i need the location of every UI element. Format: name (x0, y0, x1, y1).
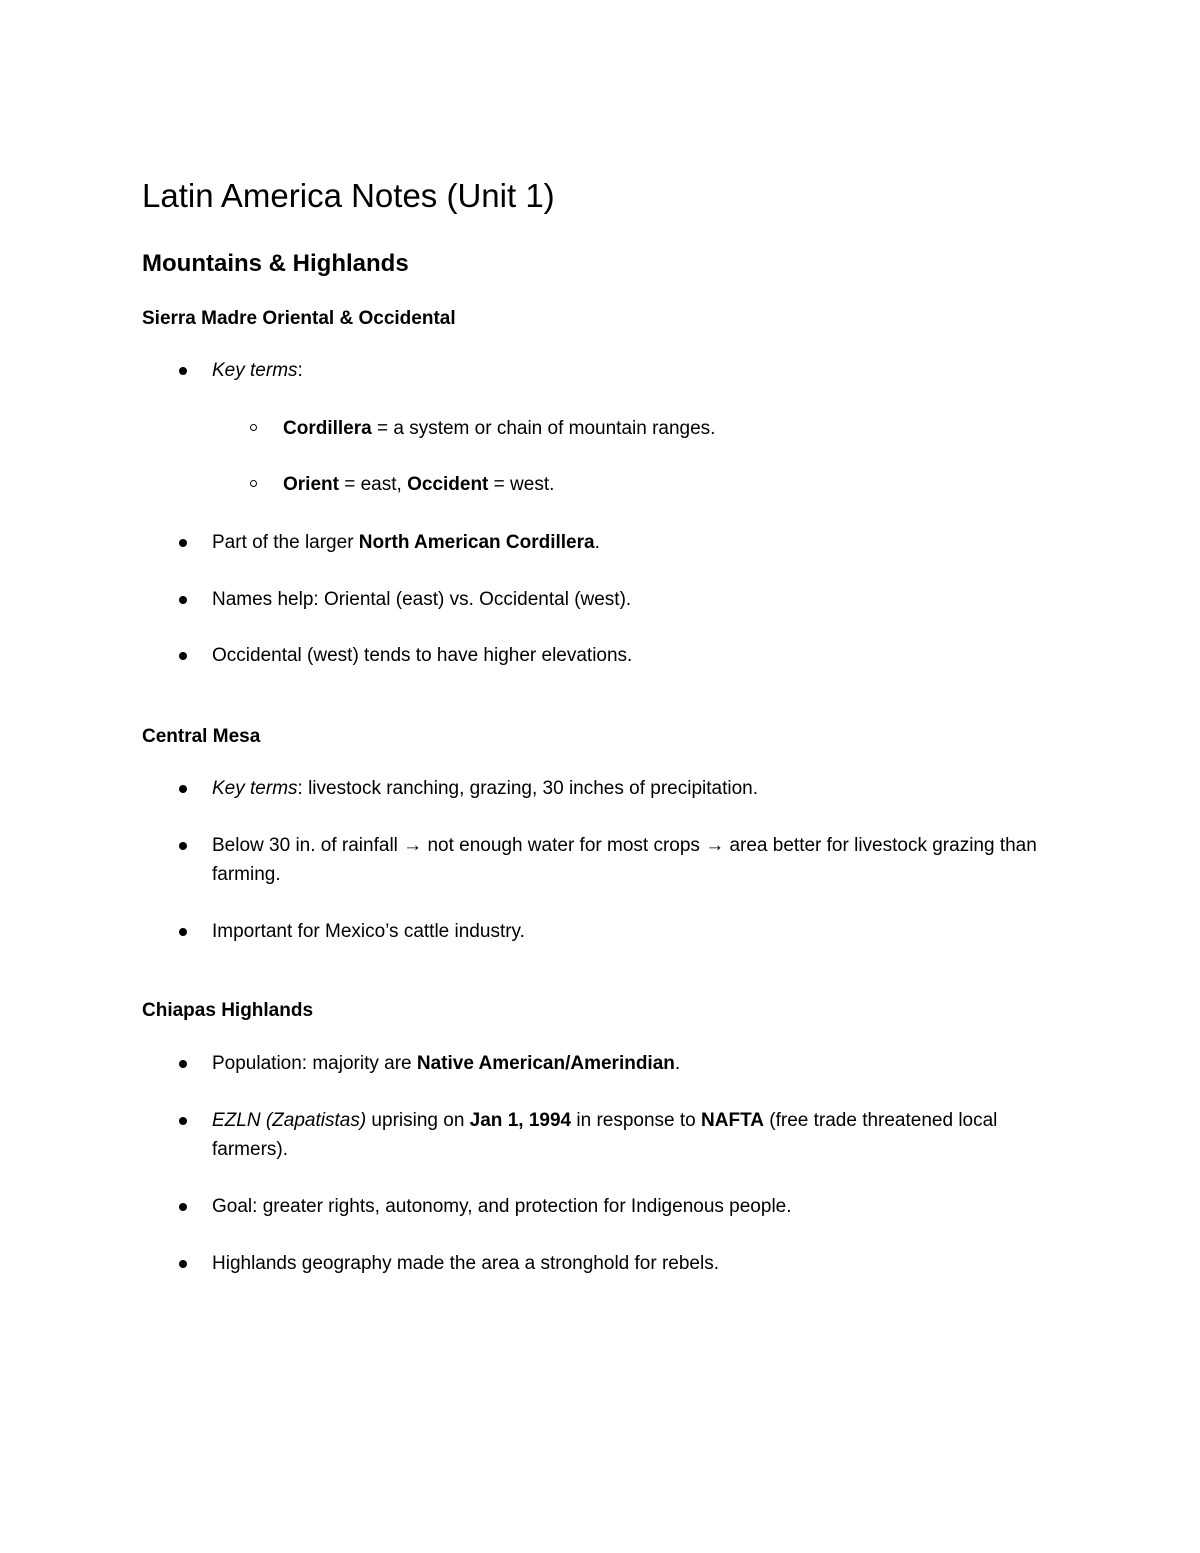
subheading-sierra-madre: Sierra Madre Oriental & Occidental (142, 308, 456, 329)
list-item: Important for Mexico’s cattle industry. (212, 917, 1072, 946)
list-item: Orient = east, Occident = west. (283, 470, 1063, 499)
term-orient: Orient (283, 474, 339, 495)
list-item: Highlands geography made the area a stronghold for rebels. (212, 1249, 1072, 1278)
key-terms-label: Key terms (212, 778, 298, 799)
term-occident: Occident (407, 474, 489, 495)
term-ezln: EZLN (Zapatistas) (212, 1110, 367, 1131)
section-heading-mountains: Mountains & Highlands (142, 250, 409, 277)
subheading-central-mesa: Central Mesa (142, 726, 261, 747)
list-item: Cordillera = a system or chain of mountain ranges. (283, 414, 1063, 443)
list-item: Below 30 in. of rainfall → not enough water for most crops → area better for livestock grazing than farming. (212, 831, 1072, 889)
term-native-american: Native American/Amerindian (416, 1053, 675, 1074)
subheading-chiapas-highlands: Chiapas Highlands (142, 1000, 314, 1021)
list-item: Goal: greater rights, autonomy, and protection for Indigenous people. (212, 1192, 1072, 1221)
document-title: Latin America Notes (Unit 1) (142, 177, 555, 214)
list-item: Population: majority are Native American/Amerindian. (212, 1049, 1072, 1078)
term-north-american-cordillera: North American Cordillera (358, 532, 595, 553)
list-item: Part of the larger North American Cordillera. (212, 528, 1072, 557)
list-item: EZLN (Zapatistas) uprising on Jan 1, 1994 in response to NAFTA (free trade threatened local farmers). (212, 1106, 1072, 1164)
key-terms-label: Key terms (212, 360, 298, 381)
list-item: Names help: Oriental (east) vs. Occidental (west). (212, 585, 1072, 614)
list-item: Key terms: livestock ranching, grazing, 30 inches of precipitation. (212, 774, 1072, 803)
term-nafta: NAFTA (701, 1110, 764, 1131)
list-item: Occidental (west) tends to have higher elevations. (212, 641, 1072, 670)
term-date: Jan 1, 1994 (469, 1110, 572, 1131)
term-cordillera: Cordillera (283, 418, 372, 439)
list-item: Key terms: (212, 356, 1072, 385)
